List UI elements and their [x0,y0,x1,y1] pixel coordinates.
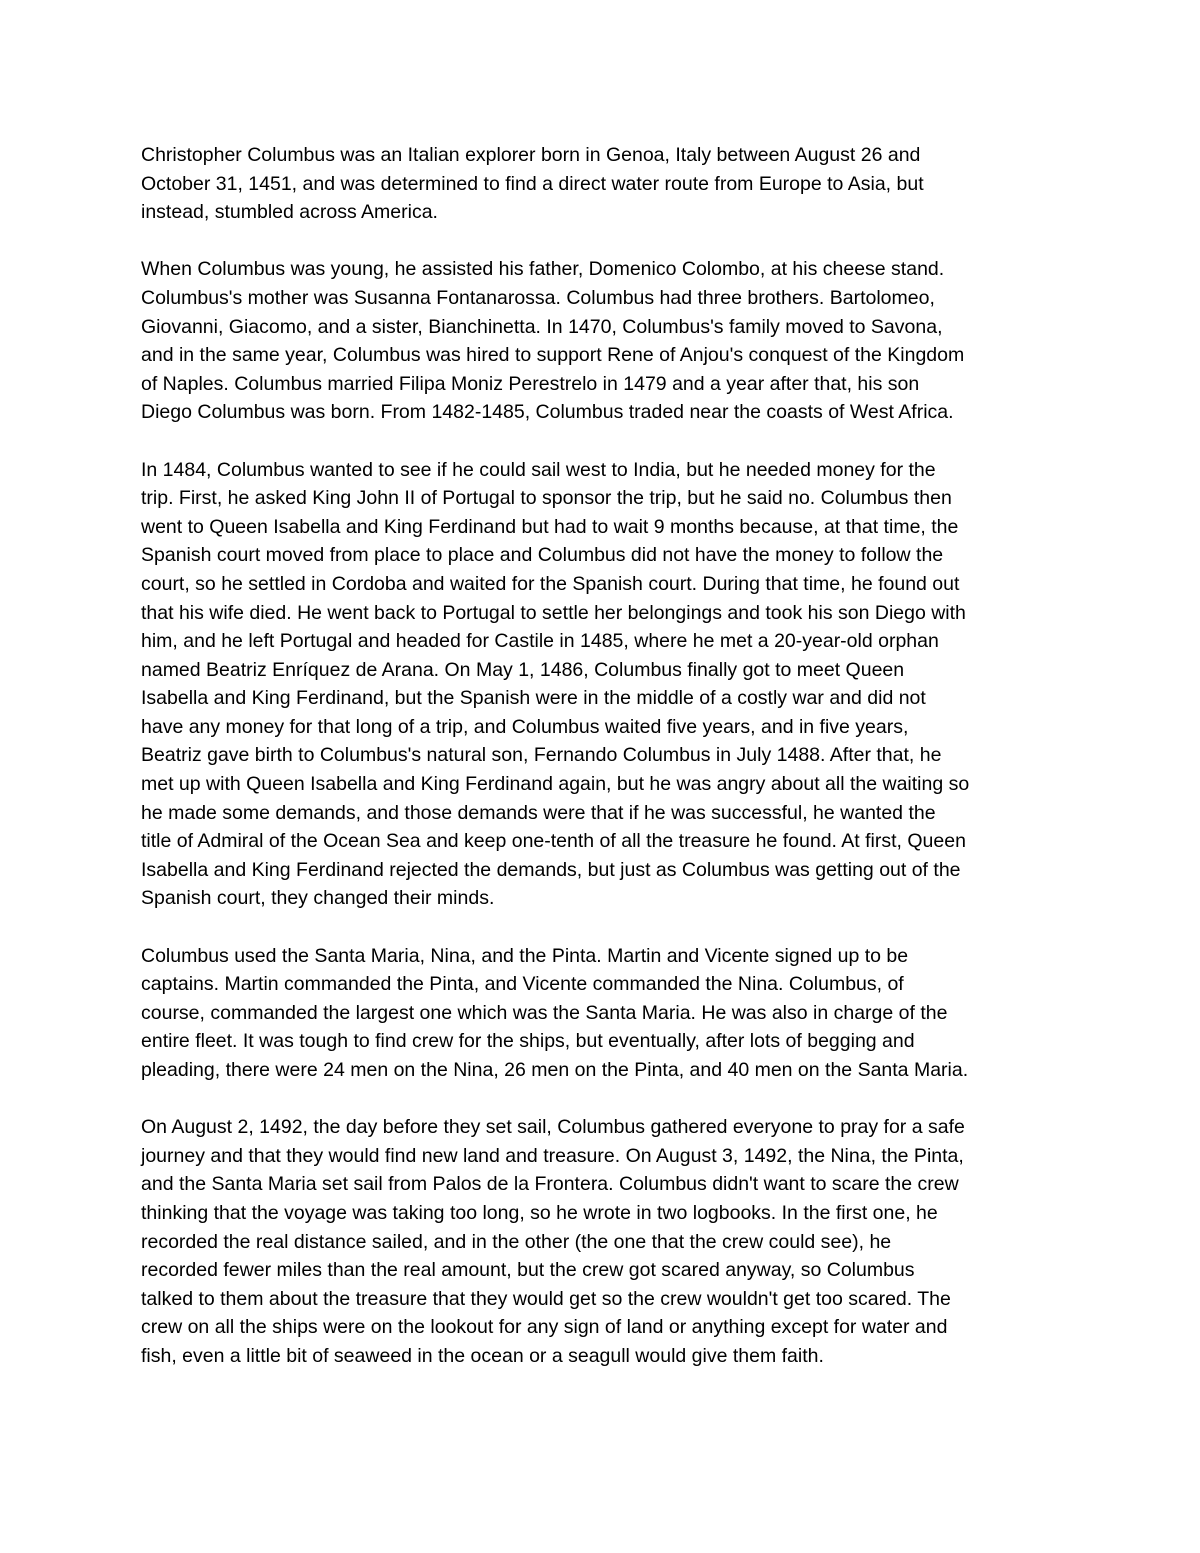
paragraph-birth-and-goal: Christopher Columbus was an Italian explorer born in Genoa, Italy between August 26 and October 31, 1451, and was determined to find a direct water route from Europe to Asia, but instead, stumbled across America. [141,144,924,224]
paragraph-voyage-departure: On August 2, 1492, the day before they set sail, Columbus gathered everyone to pray for a safe journey and that they would find new land and treasure. On August 3, 1492, the Nina, the Pinta, and the Santa Maria set sail from Palos de la Frontera. Columbus didn't want to scare the crew thinking that the voyage was taking too long, so he wrote in two logbooks. In the first one, he recorded the real distance sailed, and in the other (the one that the crew could see), he recorded fewer miles than the real amount, but the crew got scared anyway, so Columbus talked to them about the treasure that they would get so the crew wouldn't get too scared. The crew on all the ships were on the lookout for any sign of land or anything except for water and fish, even a little bit of seaweed in the ocean or a seagull would give them faith. [141,1116,965,1367]
paragraph-early-life: When Columbus was young, he assisted his father, Domenico Colombo, at his cheese stand. Columbus's mother was Susanna Fontanarossa. Columbus had three brothers. Bartolomeo, Giovanni, Giacomo, and a sister, Bianchinetta. In 1470, Columbus's family moved to Savona, and in the same year, Columbus was hired to support Rene of Anjou's conquest of the Kingdom of Naples. Columbus married Filipa Moniz Perestrelo in 1479 and a year after that, his son Diego Columbus was born. From 1482-1485, Columbus traded near the coasts of West Africa. [141,258,965,424]
paragraph-seeking-sponsorship: In 1484, Columbus wanted to see if he could sail west to India, but he needed money for the trip. First, he asked King John II of Portugal to sponsor the trip, but he said no. Columbus then went to Queen Isabella and King Ferdinand but had to wait 9 months because, at that time, the Spanish court moved from place to place and Columbus did not have the money to follow the court, so he settled in Cordoba and waited for the Spanish court. During that time, he found out that his wife died. He went back to Portugal to settle her belongings and took his son Diego with him, and he left Portugal and headed for Castile in 1485, where he met a 20-year-old orphan named Beatriz Enríquez de Arana. On May 1, 1486, Columbus finally got to meet Queen Isabella and King Ferdinand, but the Spanish were in the middle of a costly war and did not have any money for that long of a trip, and Columbus waited five years, and in five years, Beatriz gave birth to Columbus's natural son, Fernando Columbus in July 1488. After that, he met up with Queen Isabella and King Ferdinand again, but he was angry about all the waiting so he made some demands, and those demands were that if he was successful, he wanted the title of Admiral of the Ocean Sea and keep one-tenth of all the treasure he found. At first, Queen Isabella and King Ferdinand rejected the demands, but just as Columbus was getting out of the Spanish court, they changed their minds. [141,458,970,910]
document-page [141,141,1061,1371]
paragraph-ships-and-crew: Columbus used the Santa Maria, Nina, and the Pinta. Martin and Vicente signed up to be captains. Martin commanded the Pinta, and Vicente commanded the Nina. Columbus, of course, commanded the largest one which was the Santa Maria. He was also in charge of the entire fleet. It was tough to find crew for the ships, but eventually, after lots of begging and pleading, there were 24 men on the Nina, 26 men on the Pinta, and 40 men on the Santa Maria. [141,944,969,1081]
